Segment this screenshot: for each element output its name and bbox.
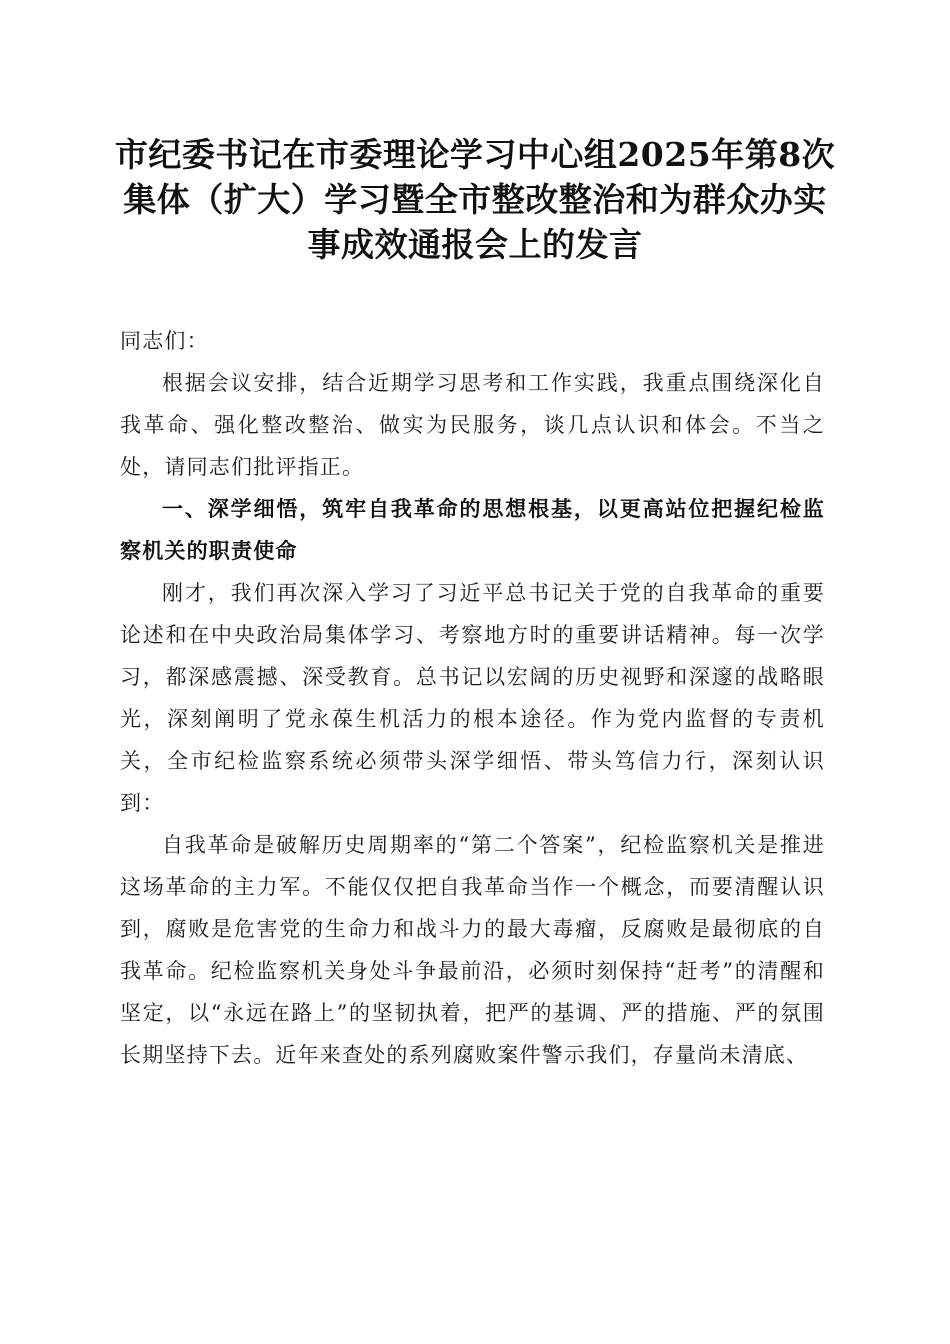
section-paragraph: 刚才，我们再次深入学习了习近平总书记关于党的自我革命的重要论述和在中央政治局集体学习、考察地方时的重要讲话精神。每一次学习，都深感震撼、深受教育。总书记以宏阔的历史视野和深邃的战略眼光，深刻阐明了党永葆生机活力的根本途径。作为党内监督的专责机关，全市纪检监察系统必须带头深学细悟、带头笃信力行，深刻认识到：: [120, 581, 825, 815]
section-heading: 一、深学细悟，筑牢自我革命的思想根基，以更高站位把握纪检监察机关的职责使命: [120, 497, 825, 563]
document-body: [120, 320, 825, 1076]
salutation: 同志们：: [120, 329, 209, 353]
section-paragraph: 自我革命是破解历史周期率的“第二个答案”，纪检监察机关是推进这场革命的主力军。不能仅仅把自我革命当作一个概念，而要清醒认识到，腐败是危害党的生命力和战斗力的最大毒瘤，反腐败是最彻底的自我革命。纪检监察机关身处斗争最前沿，必须时刻保持“赶考”的清醒和坚定，以“永远在路上”的坚韧执着，把严的基调、严的措施、严的氛围长期坚持下去。近年来查处的系列腐败案件警示我们，存量尚未清底、: [120, 833, 825, 1067]
document-title: 市纪委书记在市委理论学习中心组2025年第8次集体（扩大）学习暨全市整改整治和为群众办实事成效通报会上的发言: [114, 135, 836, 264]
intro-paragraph: 根据会议安排，结合近期学习思考和工作实践，我重点围绕深化自我革命、强化整改整治、做实为民服务，谈几点认识和体会。不当之处，请同志们批评指正。: [120, 371, 825, 479]
